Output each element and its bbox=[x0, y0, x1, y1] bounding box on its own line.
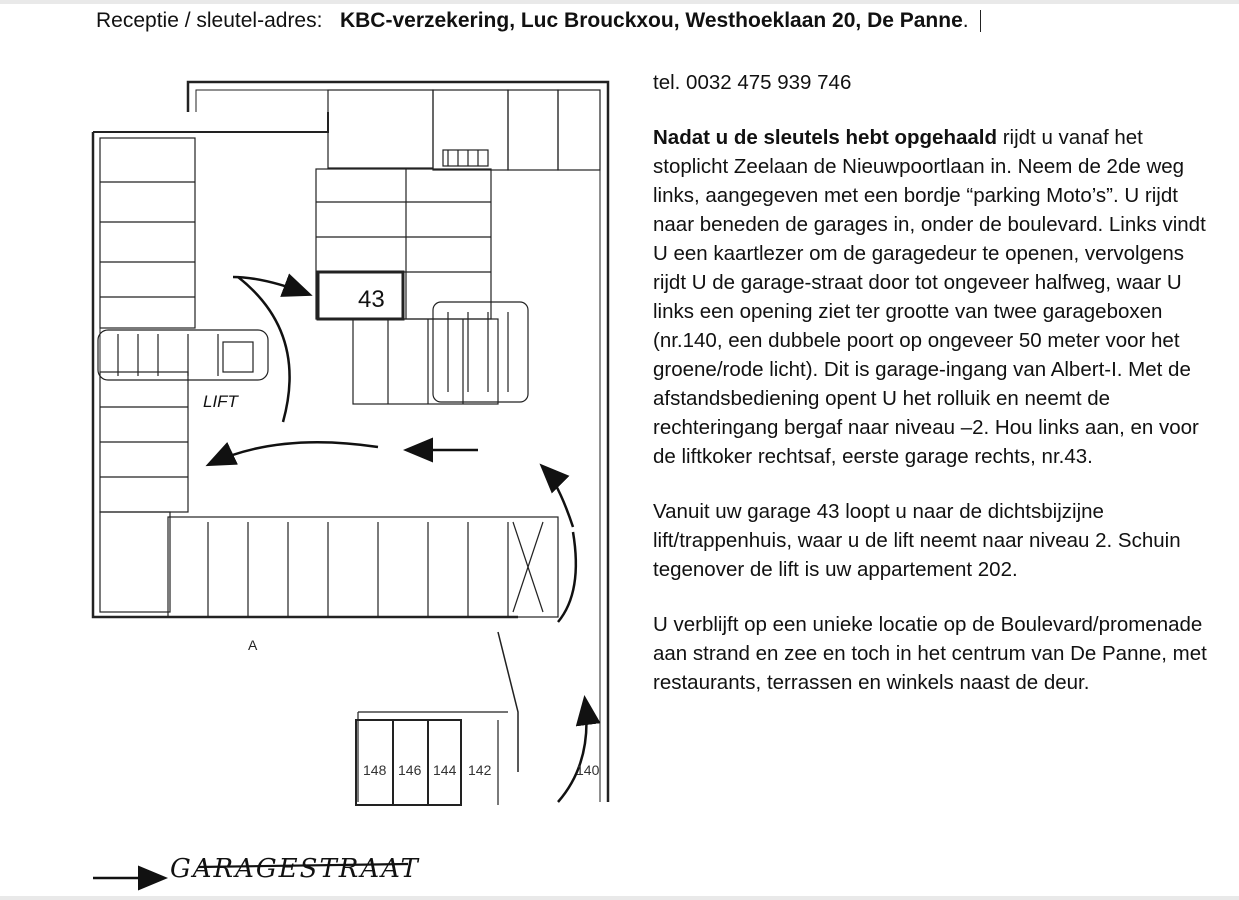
directions-body: rijdt u vanaf het stoplicht Zeelaan de Nieuwpoortlaan in. Neem de 2de weg links, aangegeven met een bordje “parking Moto’s”. U rijdt naar beneden de garages in, onder de boulevard. Links vindt U een kaartlezer om de garagedeur te openen, vervolgens rijdt U de garage-straat door tot ongeveer halfweg, waar U links een opening ziet ter grootte van twee garageboxen (nr.140, een dubbele poort op ongeveer 50 meter voor het groene/rode licht). Dit is garage-ingang van Albert-I. Met de afstandsbediening opent U het rolluik en neemt de rechteringang bergaf naar niveau –2. Hou links aan, en voor de liftkoker rechtsaf, eerste garage rechts, nr.43. bbox=[653, 126, 1206, 468]
box-144: 144 bbox=[433, 762, 457, 778]
location-paragraph: U verblijft op een unieke locatie op de Boulevard/promenade aan strand en zee en toch in het centrum van De Panne, met restaurants, terrassen en winkels naast de deur. bbox=[653, 613, 1207, 694]
garagestraat-label: GARAGESTRAAT bbox=[170, 854, 420, 884]
box-148: 148 bbox=[363, 762, 387, 778]
bottom-edge bbox=[0, 896, 1239, 900]
lift-label: LIFT bbox=[203, 392, 238, 411]
directions-text bbox=[653, 68, 1213, 723]
phone-number: tel. 0032 475 939 746 bbox=[653, 71, 852, 94]
top-edge bbox=[0, 0, 1239, 4]
text-cursor bbox=[980, 10, 981, 32]
walk-paragraph: Vanuit uw garage 43 loopt u naar de dichtsbijzijne lift/trappenhuis, waar u de lift neemt naar niveau 2. Schuin tegenover de lift is uw appartement 202. bbox=[653, 500, 1181, 581]
directions-paragraph bbox=[653, 123, 1213, 471]
box-146: 146 bbox=[398, 762, 422, 778]
reception-address-line: Receptie / sleutel-adres: KBC-verzekering, Luc Brouckxou, Westhoeklaan 20, De Panne. bbox=[96, 9, 981, 33]
garage-43-label: 43 bbox=[358, 286, 385, 313]
box-142: 142 bbox=[468, 762, 492, 778]
marker-a: A bbox=[248, 637, 258, 653]
box-140: 140 bbox=[576, 762, 600, 778]
address-value: KBC-verzekering, Luc Brouckxou, Westhoeklaan 20, De Panne bbox=[339, 9, 963, 32]
address-label: Receptie / sleutel-adres: bbox=[96, 9, 323, 32]
garage-floor-plan bbox=[88, 72, 628, 894]
directions-lead: Nadat u de sleutels hebt opgehaald bbox=[653, 126, 998, 149]
